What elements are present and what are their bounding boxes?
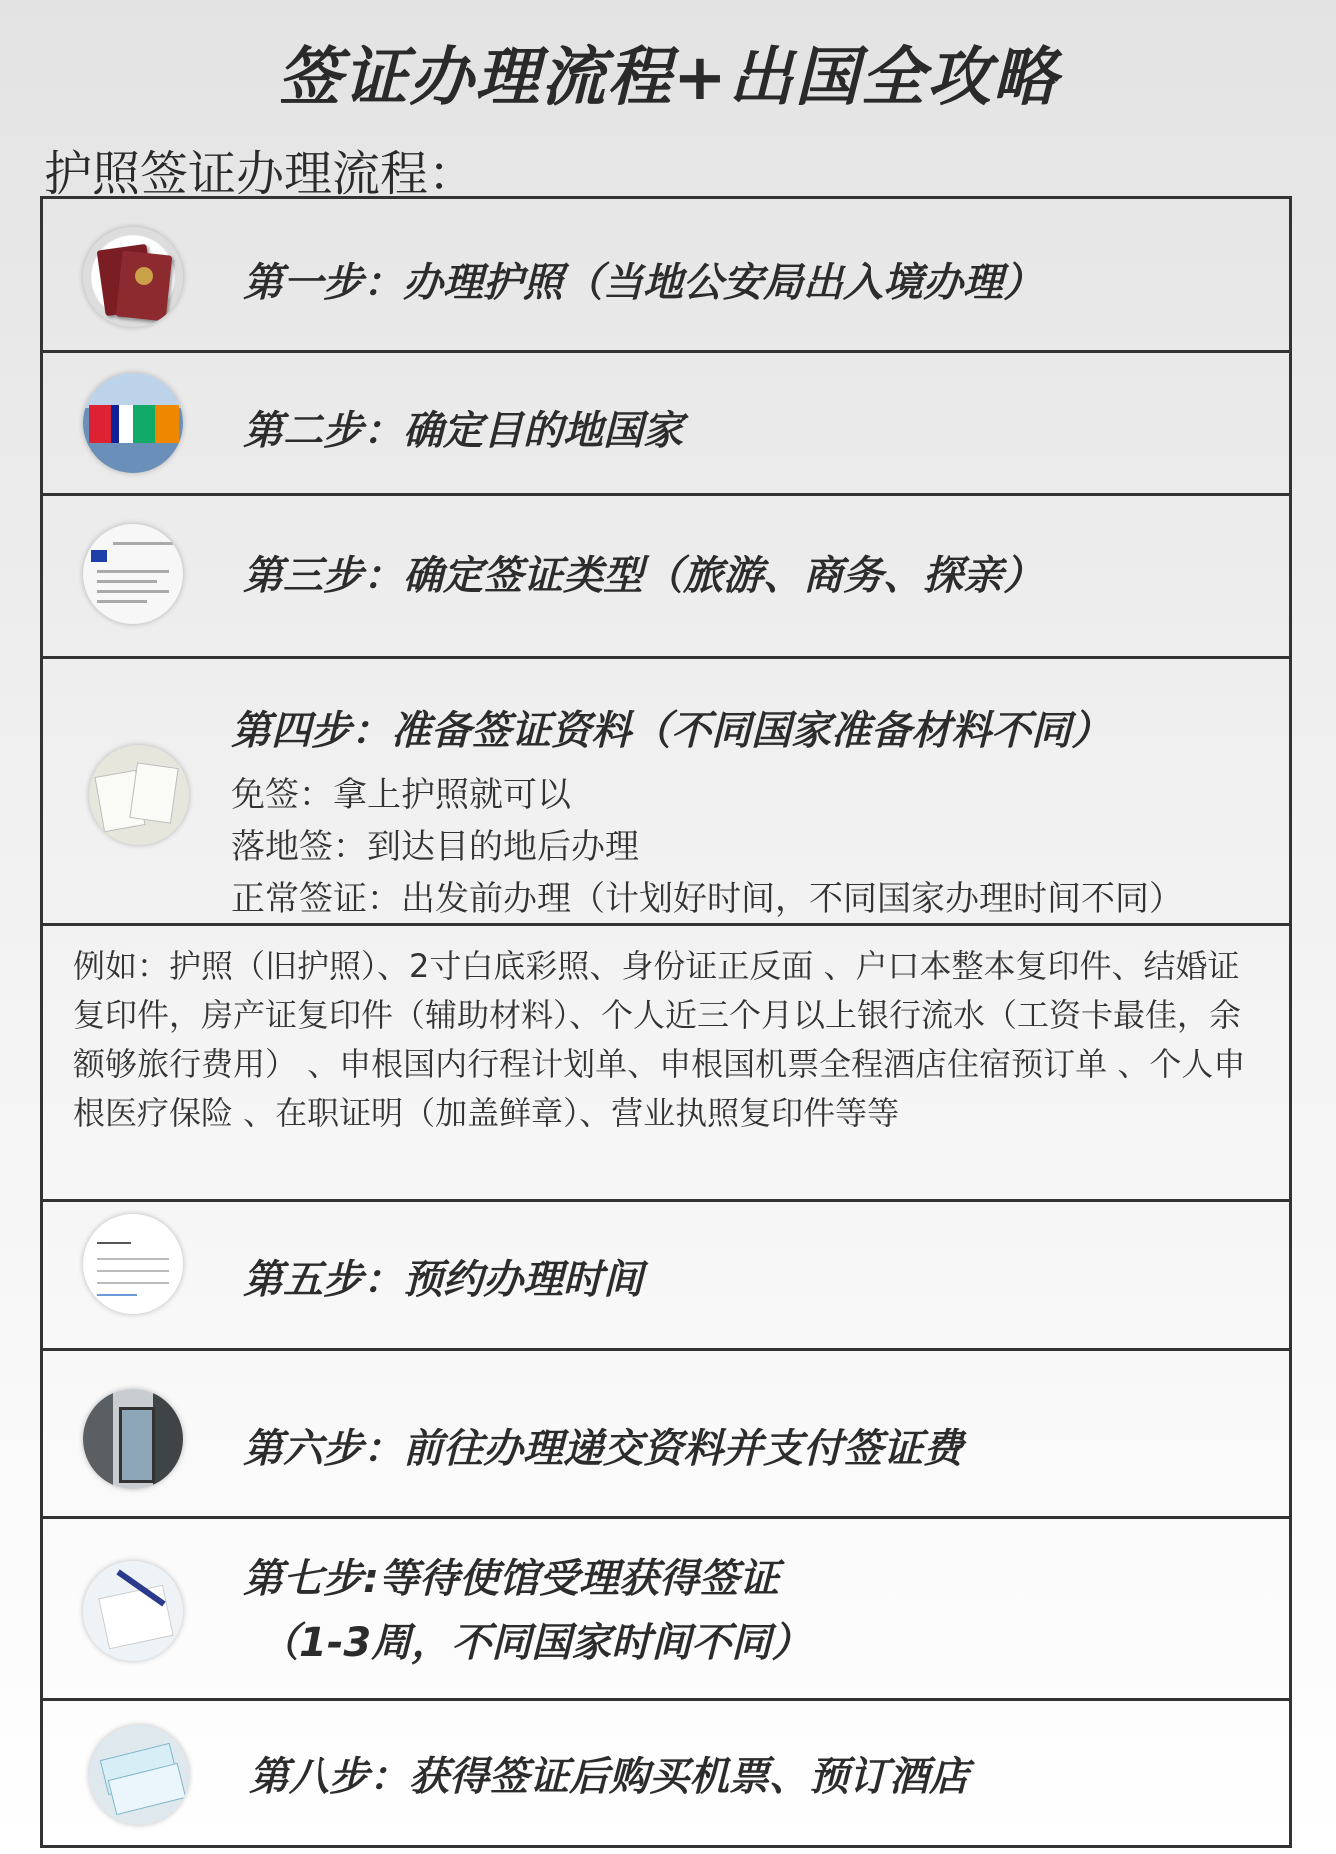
step-row-1: [43, 199, 1289, 353]
page-title: 签证办理流程+出国全攻略: [277, 41, 1059, 115]
signing-icon: [83, 1561, 183, 1661]
step-row-4: [43, 659, 1289, 926]
step-row-3: [43, 496, 1289, 659]
flags-icon: [83, 373, 183, 473]
step-label-6: 第六步：前往办理递交资料并支付签证费: [243, 1426, 963, 1472]
step-label-1: 第一步：办理护照（当地公安局出入境办理）: [243, 260, 1043, 306]
documents-icon: [89, 745, 189, 845]
visa-office-icon: [83, 1389, 183, 1489]
step-row-2: [43, 353, 1289, 496]
tickets-icon: [89, 1725, 189, 1825]
appointment-form-icon: [83, 1214, 183, 1314]
step-label-7-duration: （1-3周，不同国家时间不同）: [259, 1620, 812, 1666]
step-row-6: [43, 1351, 1289, 1519]
step-row-7: [43, 1519, 1289, 1701]
steps-table: [40, 196, 1292, 1848]
visa-free-note: 免签：拿上护照就可以: [231, 775, 571, 815]
step-label-5: 第五步：预约办理时间: [243, 1257, 643, 1303]
step-label-3: 第三步：确定签证类型（旅游、商务、探亲）: [243, 553, 1043, 599]
example-materials-text: 例如：护照（旧护照）、2寸白底彩照、身份证正反面 、户口本整本复印件、结婚证复印件，房产证复印件（辅助材料）、个人近三个月以上银行流水（工资卡最佳，余额够旅行费用） 、申根国内行程计划单、申根国机票全程酒店住宿预订单 、个人申根医疗保险 、在职证明（加盖鲜章）、营业执照复印件等等: [73, 947, 1246, 1132]
visa-form-icon: [83, 524, 183, 624]
example-materials-row: [43, 926, 1289, 1202]
regular-visa-note: 正常签证：出发前办理（计划好时间，不同国家办理时间不同）: [231, 879, 1183, 919]
section-subtitle: 护照签证办理流程：: [44, 146, 477, 202]
step-row-5: [43, 1202, 1289, 1351]
visa-on-arrival-note: 落地签：到达目的地后办理: [231, 827, 639, 867]
step-row-8: [43, 1701, 1289, 1847]
step-label-8: 第八步：获得签证后购买机票、预订酒店: [249, 1754, 969, 1800]
passport-icon: [83, 227, 183, 327]
step-label-7: 第七步:等待使馆受理获得签证: [243, 1556, 779, 1602]
step-label-2: 第二步：确定目的地国家: [243, 408, 683, 454]
step-label-4: 第四步：准备签证资料（不同国家准备材料不同）: [231, 708, 1111, 754]
